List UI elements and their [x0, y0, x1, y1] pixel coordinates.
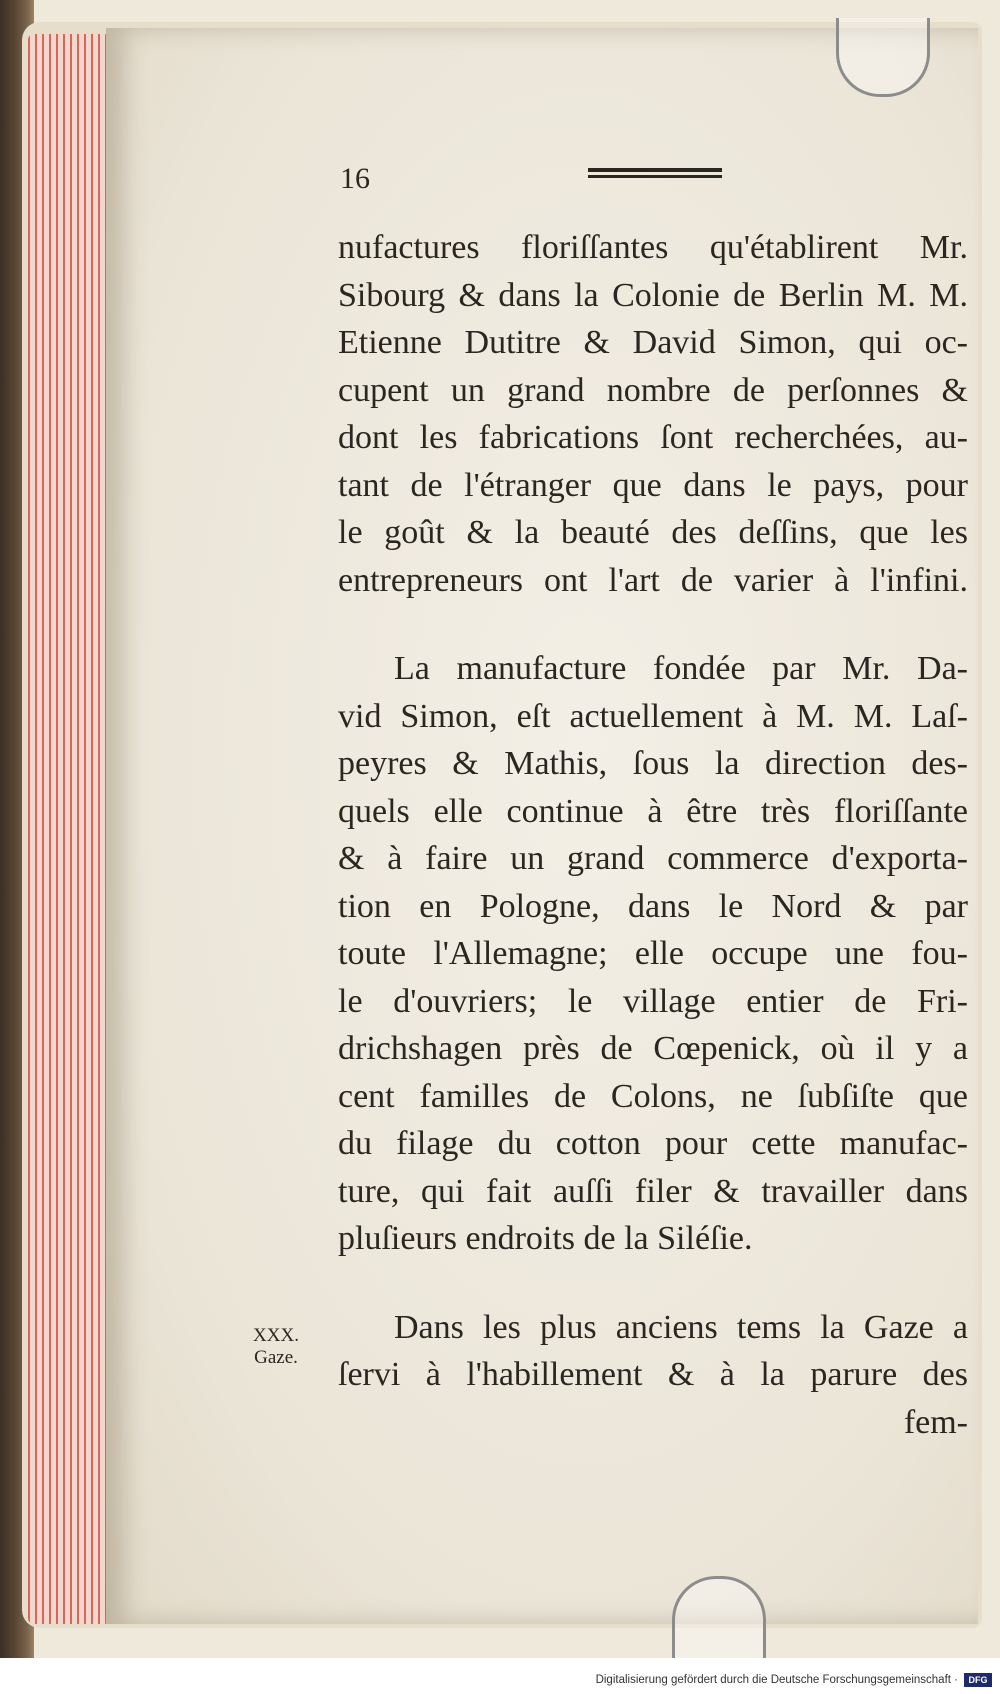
text-line: ture, qui fait auſſi filer & travailler dans — [338, 1172, 968, 1210]
bottom-page-clip — [672, 1576, 766, 1658]
text-line: quels elle continue à être très floriſſante — [338, 792, 968, 830]
text-line: & à faire un grand commerce d'exporta- — [338, 840, 968, 877]
text-line: toute l'Allemagne; elle occupe une fou- — [338, 935, 968, 972]
text-line: pluſieurs endroits de la Siléſie. — [338, 1220, 753, 1257]
text-line: le goût & la beauté des deſſins, que les — [338, 514, 968, 551]
marginal-note-title: Gaze. — [254, 1347, 298, 1368]
text-line: Etienne Dutitre & David Simon, qui oc- — [338, 324, 968, 361]
text-line: vid Simon, eſt actuellement à M. M. Laſ- — [338, 697, 968, 735]
paragraph-3 — [338, 1304, 968, 1447]
text-line: nufactures floriſſantes qu'établirent Mr. — [338, 229, 968, 266]
text-line: dont les fabrications ſont recherchées, au- — [338, 419, 968, 456]
dfg-logo: DFG — [964, 1673, 992, 1687]
text-line: peyres & Mathis, ſous la direction des- — [338, 745, 968, 782]
body-text — [338, 224, 968, 1446]
top-page-clip — [836, 18, 930, 97]
paragraph-1 — [338, 224, 968, 604]
red-page-edges — [28, 34, 110, 1624]
text-line: le d'ouvriers; le village entier de Fri- — [338, 982, 968, 1020]
text-line: cent familles de Colons, ne ſubſiſte que — [338, 1077, 968, 1115]
paragraph-gap — [338, 1263, 968, 1304]
catchword: fem- — [903, 1403, 968, 1441]
text-line: cupent un grand nombre de perſonnes & — [338, 371, 968, 409]
digitization-credit: Digitalisierung gefördert durch die Deutsche Forschungsgemeinschaft · — [595, 1674, 958, 1686]
text-line: ſervi à l'habillement & à la parure des — [338, 1356, 968, 1393]
paragraph-gap — [338, 604, 968, 645]
marginal-note-number: XXX. — [253, 1325, 299, 1346]
header-rule-ornament — [588, 168, 722, 180]
text-line: Sibourg & dans la Colonie de Berlin M. M. — [338, 276, 968, 314]
text-line: entrepreneurs ont l'art de varier à l'infini. — [338, 561, 968, 599]
text-line: du filage du cotton pour cette manufac- — [338, 1125, 968, 1162]
paragraph-2 — [338, 645, 968, 1263]
text-line: tion en Pologne, dans le Nord & par — [338, 887, 968, 925]
text-line: drichshagen près de Cœpenick, où il y a — [338, 1030, 968, 1067]
page-number: 16 — [340, 162, 370, 195]
text-line: Dans les plus anciens tems la Gaze a — [394, 1308, 968, 1346]
text-line: La manufacture fondée par Mr. Da- — [394, 650, 968, 687]
marginal-note — [244, 1325, 308, 1369]
text-line: tant de l'étranger que dans le pays, pour — [338, 466, 968, 504]
